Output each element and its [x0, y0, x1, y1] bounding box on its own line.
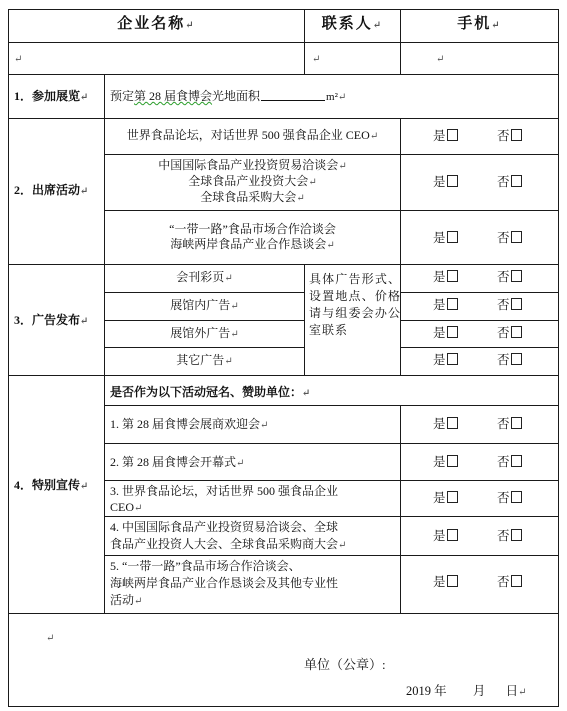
paragraph-mark: ↵	[230, 301, 239, 312]
row-line	[8, 74, 559, 75]
section-3-label: 3．广告发布↵	[14, 313, 89, 327]
yes-option[interactable]: 是	[433, 231, 458, 246]
checkbox[interactable]	[511, 175, 522, 187]
phone-field[interactable]	[436, 52, 444, 67]
row-line	[8, 42, 559, 43]
paragraph-mark: ↵	[312, 54, 321, 65]
no-option[interactable]: 否	[497, 298, 522, 313]
checkbox[interactable]	[511, 326, 522, 338]
table-border-left	[8, 9, 9, 707]
checkbox[interactable]	[511, 298, 522, 310]
paragraph-mark: ↵	[308, 177, 317, 188]
checkbox[interactable]	[447, 455, 458, 467]
ad-contact-note: 具体广告形式、设置地点、价格请与组委会办公室联系	[309, 272, 401, 337]
paragraph-mark: ↵	[338, 540, 347, 551]
no-option[interactable]: 否	[497, 417, 522, 432]
row-line	[8, 706, 559, 707]
paragraph-mark: ↵	[230, 329, 239, 340]
company-field[interactable]	[14, 52, 22, 67]
paragraph-mark: ↵	[491, 20, 502, 31]
checkbox[interactable]	[511, 129, 522, 141]
signing-date	[406, 684, 527, 700]
yes-option[interactable]: 是	[433, 491, 458, 506]
yes-option[interactable]: 是	[433, 417, 458, 432]
row-line	[104, 320, 305, 321]
row-line	[104, 405, 559, 406]
checkbox[interactable]	[447, 575, 458, 587]
paragraph-mark: ↵	[302, 388, 311, 399]
paragraph-mark: ↵	[80, 92, 89, 103]
no-option[interactable]: 否	[497, 491, 522, 506]
section-4-label: 4．特别宣传↵	[14, 478, 89, 492]
row-line	[8, 375, 559, 376]
sponsor-item: 1. 第 28 届食博会展商欢迎会↵	[110, 417, 269, 431]
footer-blank	[46, 631, 54, 646]
sponsor-item: 5. “一带一路”食品市场合作洽谈会、 海峡两岸食品产业合作恳谈会及其他专业性 活动↵	[110, 559, 339, 607]
no-option[interactable]: 否	[497, 529, 522, 544]
checkbox[interactable]	[447, 326, 458, 338]
checkbox[interactable]	[511, 231, 522, 243]
col-line	[104, 74, 105, 614]
row-line	[104, 292, 305, 293]
checkbox[interactable]	[511, 529, 522, 541]
area-input[interactable]	[261, 89, 325, 101]
row-line	[104, 347, 305, 348]
yes-option[interactable]: 是	[433, 175, 458, 190]
ad-item: 展馆内广告↵	[170, 298, 239, 312]
row-line	[104, 480, 559, 481]
row-line	[104, 555, 559, 556]
paragraph-mark: ↵	[185, 20, 196, 31]
yes-option[interactable]: 是	[433, 529, 458, 544]
date-year: 2019 年	[406, 684, 447, 698]
yes-option[interactable]: 是	[433, 298, 458, 313]
checkbox[interactable]	[511, 575, 522, 587]
row-line	[400, 320, 559, 321]
contact-field[interactable]	[312, 52, 320, 67]
checkbox[interactable]	[447, 270, 458, 282]
section-2-label: 2．出席活动↵	[14, 183, 89, 197]
paragraph-mark: ↵	[14, 54, 23, 65]
row-line	[8, 9, 559, 10]
checkbox[interactable]	[447, 175, 458, 187]
paragraph-mark: ↵	[134, 503, 143, 514]
paragraph-mark: ↵	[296, 193, 305, 204]
yes-option[interactable]: 是	[433, 575, 458, 590]
paragraph-mark: ↵	[80, 186, 89, 197]
event-name: 第 28 届食博会	[134, 89, 213, 103]
checkbox[interactable]	[447, 491, 458, 503]
header-contact-label: 联系人	[321, 16, 373, 32]
ad-item: 其它广告↵	[176, 353, 233, 367]
activity-item: 中国国际食品产业投资贸易洽谈会↵ 全球食品产业投资大会↵ 全球食品采购大会↵	[158, 158, 347, 204]
paragraph-mark: ↵	[80, 316, 89, 327]
paragraph-mark: ↵	[80, 481, 89, 492]
row-line	[400, 347, 559, 348]
sponsor-item: 3. 世界食品论坛，对话世界 500 强食品企业 CEO↵	[110, 484, 339, 514]
checkbox[interactable]	[511, 455, 522, 467]
checkbox[interactable]	[511, 353, 522, 365]
row-line	[400, 292, 559, 293]
date-month: 月	[472, 684, 486, 698]
row-line	[8, 118, 559, 119]
yes-option[interactable]: 是	[433, 270, 458, 285]
section-1-text: 预定第 28 届食博会光地面积 m²↵	[110, 89, 347, 103]
no-option[interactable]: 否	[497, 231, 522, 246]
checkbox[interactable]	[447, 353, 458, 365]
yes-option[interactable]: 是	[433, 129, 458, 144]
header-company	[9, 17, 304, 33]
header-company-label: 企业名称	[117, 16, 186, 32]
no-option[interactable]: 否	[497, 326, 522, 341]
paragraph-mark: ↵	[338, 161, 347, 172]
paragraph-mark: ↵	[134, 596, 143, 607]
section-1-label: 1．参加展览↵	[14, 89, 89, 103]
sponsor-item: 4. 中国国际食品产业投资贸易洽谈会、全球 食品产业投资人大会、全球食品采购商大会↵	[110, 520, 347, 551]
ad-item: 会刊彩页↵	[176, 270, 233, 284]
no-option[interactable]: 否	[497, 270, 522, 285]
row-line	[104, 210, 559, 211]
header-contact	[305, 17, 400, 33]
yes-option[interactable]: 是	[433, 326, 458, 341]
paragraph-mark: ↵	[337, 92, 347, 103]
yes-option[interactable]: 是	[433, 353, 458, 368]
ad-item: 展馆外广告↵	[170, 326, 239, 340]
header-phone	[401, 17, 558, 33]
paragraph-mark: ↵	[518, 687, 527, 698]
col-line	[400, 118, 401, 265]
no-option[interactable]: 否	[497, 175, 522, 190]
activity-item: 世界食品论坛，对话世界 500 强食品企业 CEO↵	[126, 128, 379, 142]
paragraph-mark: ↵	[46, 633, 55, 644]
paragraph-mark: ↵	[224, 356, 233, 367]
table-border-right	[558, 9, 559, 707]
yes-option[interactable]: 是	[433, 455, 458, 470]
paragraph-mark: ↵	[326, 240, 335, 251]
activity-item: “一带一路”食品市场合作洽谈会 海峡两岸食品产业合作恳谈会↵	[169, 222, 336, 251]
unit-seal-label: 单位（公章）:	[304, 657, 386, 672]
checkbox[interactable]	[511, 270, 522, 282]
checkbox[interactable]	[447, 298, 458, 310]
col-line	[304, 264, 305, 376]
paragraph-mark: ↵	[372, 20, 384, 31]
col-line	[400, 405, 401, 614]
no-option[interactable]: 否	[497, 575, 522, 590]
date-day: 日	[505, 684, 519, 698]
no-option[interactable]: 否	[497, 129, 522, 144]
paragraph-mark: ↵	[260, 420, 269, 431]
paragraph-mark: ↵	[369, 131, 379, 142]
checkbox[interactable]	[511, 491, 522, 503]
checkbox[interactable]	[447, 231, 458, 243]
header-phone-label: 手机	[457, 16, 492, 32]
paragraph-mark: ↵	[224, 273, 233, 284]
row-line	[104, 154, 559, 155]
checkbox[interactable]	[447, 417, 458, 429]
no-option[interactable]: 否	[497, 455, 522, 470]
row-line	[8, 264, 559, 265]
sponsor-intro: 是否作为以下活动冠名、赞助单位：↵	[110, 385, 311, 399]
checkbox[interactable]	[447, 129, 458, 141]
no-option[interactable]: 否	[497, 353, 522, 368]
paragraph-mark: ↵	[436, 54, 445, 65]
row-line	[8, 613, 559, 614]
checkbox[interactable]	[511, 417, 522, 429]
row-line	[104, 443, 559, 444]
checkbox[interactable]	[447, 529, 458, 541]
paragraph-mark: ↵	[236, 458, 245, 469]
sponsor-item: 2. 第 28 届食博会开幕式↵	[110, 455, 245, 469]
